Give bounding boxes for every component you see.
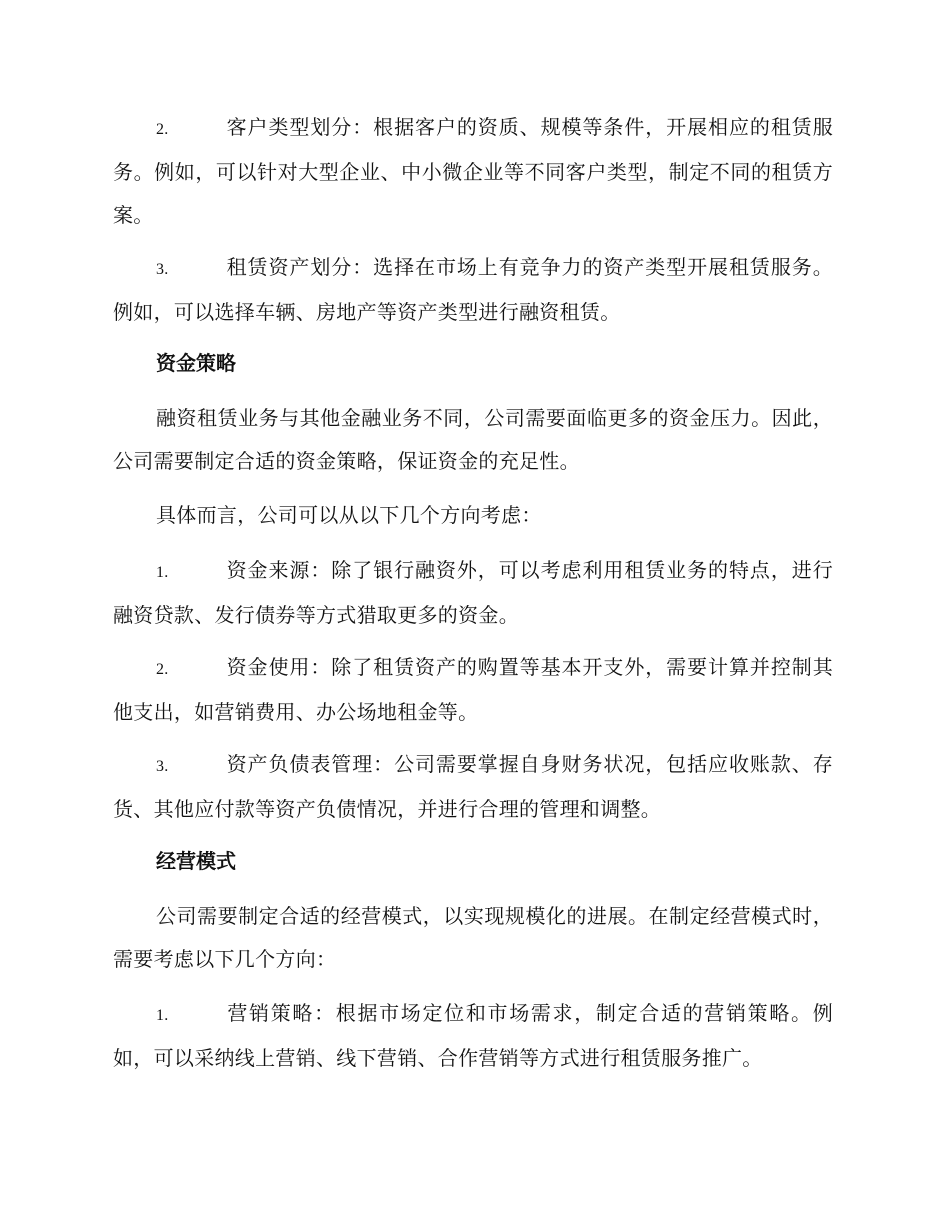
list-item-balance-sheet bbox=[113, 743, 833, 831]
section-heading-funding: 资金策略 bbox=[156, 351, 236, 375]
list-number: 1. bbox=[156, 1007, 169, 1024]
list-number: 1. bbox=[156, 564, 169, 581]
paragraph-business-intro: 公司需要制定合适的经营模式，以实现规模化的进展。在制定经营模式时，需要考虑以下几个方向： bbox=[113, 904, 833, 971]
list-item-customer-type bbox=[113, 106, 833, 237]
list-item-text: 资金使用：除了租赁资产的购置等基本开支外，需要计算并控制其他支出，如营销费用、办公场地租金等。 bbox=[113, 655, 833, 724]
list-item-text: 营销策略：根据市场定位和市场需求，制定合适的营销策略。例如，可以采纳线上营销、线下营销、合作营销等方式进行租赁服务推广。 bbox=[113, 1001, 833, 1070]
section-heading-business: 经营模式 bbox=[156, 849, 236, 873]
list-number: 2. bbox=[156, 121, 169, 138]
list-item-fund-source bbox=[113, 549, 833, 637]
list-item-text: 租赁资产划分：选择在市场上有竞争力的资产类型开展租赁服务。例如，可以选择车辆、房地产等资产类型进行融资租赁。 bbox=[113, 255, 833, 324]
list-number: 3. bbox=[156, 758, 169, 775]
list-item-asset-type bbox=[113, 246, 833, 334]
list-item-text: 客户类型划分：根据客户的资质、规模等条件，开展相应的租赁服务。例如，可以针对大型企业、中小微企业等不同客户类型，制定不同的租赁方案。 bbox=[113, 115, 833, 227]
list-number: 3. bbox=[156, 261, 169, 278]
list-number: 2. bbox=[156, 661, 169, 678]
list-item-fund-use bbox=[113, 646, 833, 734]
paragraph-funding-lead: 具体而言，公司可以从以下几个方向考虑： bbox=[156, 503, 542, 527]
paragraph-funding-intro: 融资租赁业务与其他金融业务不同，公司需要面临更多的资金压力。因此，公司需要制定合适的资金策略，保证资金的充足性。 bbox=[113, 406, 833, 473]
list-item-text: 资产负债表管理：公司需要掌握自身财务状况，包括应收账款、存货、其他应付款等资产负债情况，并进行合理的管理和调整。 bbox=[113, 752, 833, 821]
list-item-text: 资金来源：除了银行融资外，可以考虑利用租赁业务的特点，进行融资贷款、发行债券等方式猎取更多的资金。 bbox=[113, 558, 833, 627]
list-item-marketing bbox=[113, 992, 833, 1080]
